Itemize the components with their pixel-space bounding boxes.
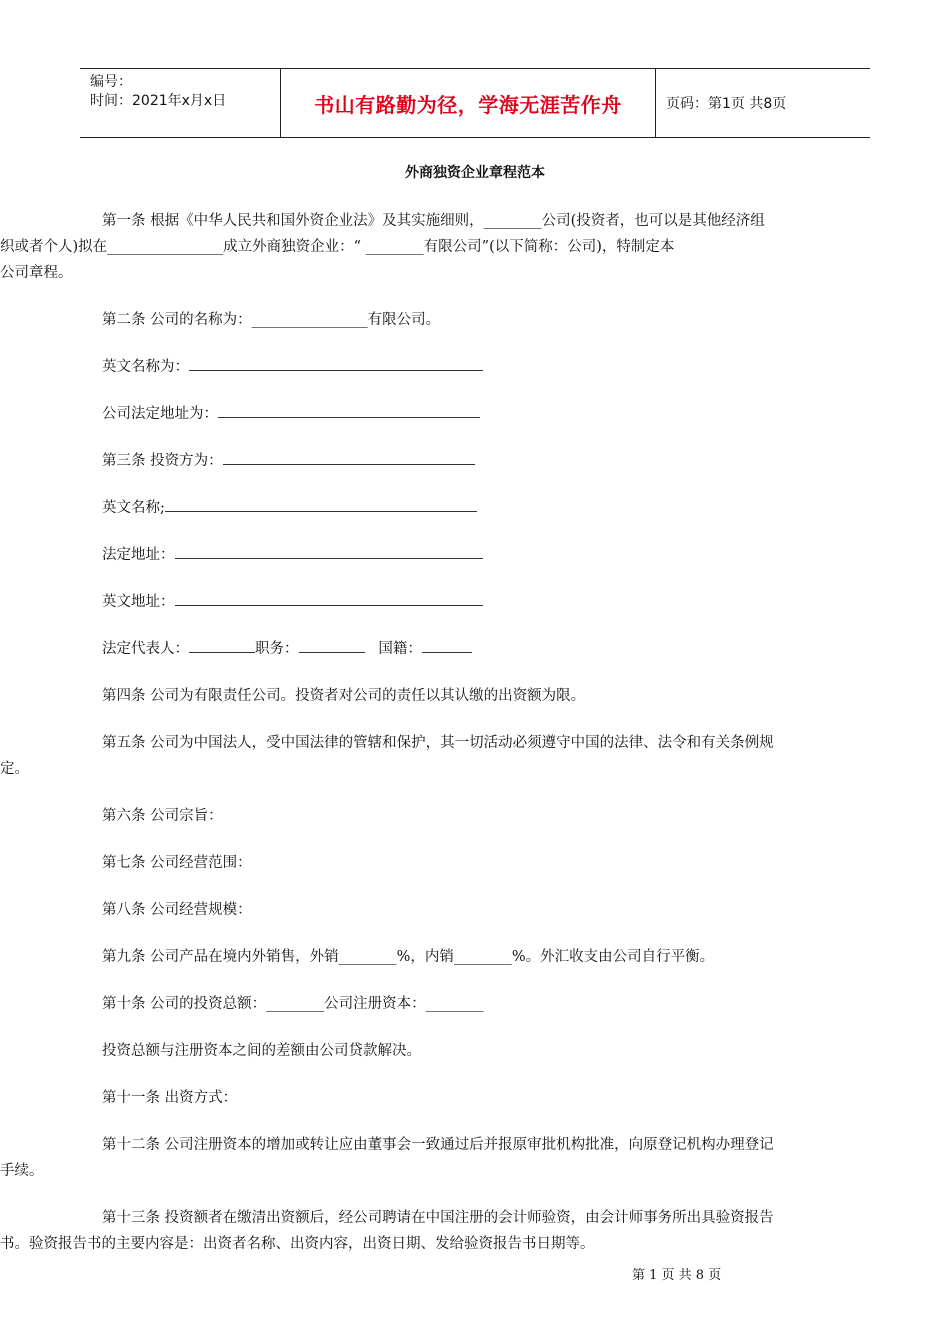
investor-english-address-blank: [175, 590, 483, 606]
nationality-label: 国籍：: [378, 641, 422, 657]
article-2-text: 第二条 公司的名称为：________________有限公司。: [102, 312, 441, 328]
document-body: [0, 208, 874, 1278]
investor-legal-address-blank: [175, 543, 483, 559]
nationality-blank: [422, 637, 472, 653]
article-13: [0, 1205, 874, 1257]
article-11-text: 第十一条 出资方式：: [102, 1090, 238, 1106]
article-5-line-2: 定。: [0, 761, 29, 777]
article-1-line-2: 织或者个人)拟在________________成立外商独资企业：“ ________有限公司”(以下简称：公司)，特制定本: [0, 239, 675, 255]
article-5: [0, 730, 874, 782]
article-1: [0, 208, 874, 286]
article-3-label: 第三条 投资方为：: [102, 453, 223, 469]
time-label: 时间：2021年x月x日: [90, 93, 227, 109]
investor-english-name-blank: [165, 496, 477, 512]
legal-representative-row: [102, 636, 874, 662]
header-motto: 书山有路勤为径，学海无涯苦作舟: [280, 69, 656, 137]
article-12: [0, 1132, 874, 1184]
article-6-text: 第六条 公司宗旨：: [102, 808, 223, 824]
article-4: [102, 683, 874, 709]
article-1-line-1: 第一条 根据《中华人民共和国外资企业法》及其实施细则，________公司(投资者，也可以是其他经济组: [102, 213, 765, 229]
article-1-line-3: 公司章程。: [0, 265, 73, 281]
page-footer: 第 1 页 共 8 页: [632, 1268, 722, 1283]
english-name-row: [102, 354, 874, 380]
investor-english-address-row: [102, 589, 874, 615]
title-label: 职务：: [255, 641, 299, 657]
english-name-blank: [189, 355, 483, 371]
article-7-text: 第七条 公司经营范围：: [102, 855, 252, 871]
article-13-line-1: 第十三条 投资额者在缴清出资额后，经公司聘请在中国注册的会计师验资，由会计师事务所出具验资报告: [102, 1210, 774, 1226]
article-12-line-2: 手续。: [0, 1163, 44, 1179]
article-5-line-1: 第五条 公司为中国法人，受中国法律的管辖和保护，其一切活动必须遵守中国的法律、法令和有关条例规: [102, 735, 774, 751]
legal-address-row: [102, 401, 874, 427]
article-6: [102, 803, 874, 829]
number-label: 编号：: [90, 74, 132, 90]
article-8-text: 第八条 公司经营规模：: [102, 902, 252, 918]
document-title: 外商独资企业章程范本: [405, 165, 545, 181]
article-9-text: 第九条 公司产品在境内外销售，外销________%，内销________%。外汇收支由公司自行平衡。: [102, 949, 715, 965]
page-header: [80, 68, 870, 138]
legal-address-label: 公司法定地址为：: [102, 406, 218, 422]
article-2: [102, 307, 874, 333]
article-10-note: [102, 1038, 874, 1064]
investor-english-name-label: 英文名称;: [102, 500, 165, 516]
article-9: [102, 944, 874, 970]
investor-legal-address-label: 法定地址：: [102, 547, 175, 563]
article-10-text: 第十条 公司的投资总额：________公司注册资本：________: [102, 996, 484, 1012]
article-4-text: 第四条 公司为有限责任公司。投资者对公司的责任以其认缴的出资额为限。: [102, 688, 586, 704]
representative-blank: [189, 637, 255, 653]
investor-blank: [223, 449, 475, 465]
investor-english-name-row: [102, 495, 874, 521]
article-8: [102, 897, 874, 923]
legal-address-blank: [218, 402, 480, 418]
header-meta: [80, 69, 280, 137]
article-13-line-2: 书。验资报告书的主要内容是：出资者名称、出资内容，出资日期、发给验资报告书日期等。: [0, 1236, 595, 1252]
article-10: [102, 991, 874, 1017]
article-10-note-text: 投资总额与注册资本之间的差额由公司贷款解决。: [102, 1043, 421, 1059]
header-page-info: 页码：第1页 共8页: [666, 96, 787, 112]
representative-label: 法定代表人：: [102, 641, 189, 657]
title-blank: [299, 637, 365, 653]
investor-english-address-label: 英文地址：: [102, 594, 175, 610]
english-name-label: 英文名称为：: [102, 359, 189, 375]
article-7: [102, 850, 874, 876]
article-11: [102, 1085, 874, 1111]
investor-legal-address-row: [102, 542, 874, 568]
article-12-line-1: 第十二条 公司注册资本的增加或转让应由董事会一致通过后并报原审批机构批准，向原登记机构办理登记: [102, 1137, 774, 1153]
article-3: [102, 448, 874, 474]
